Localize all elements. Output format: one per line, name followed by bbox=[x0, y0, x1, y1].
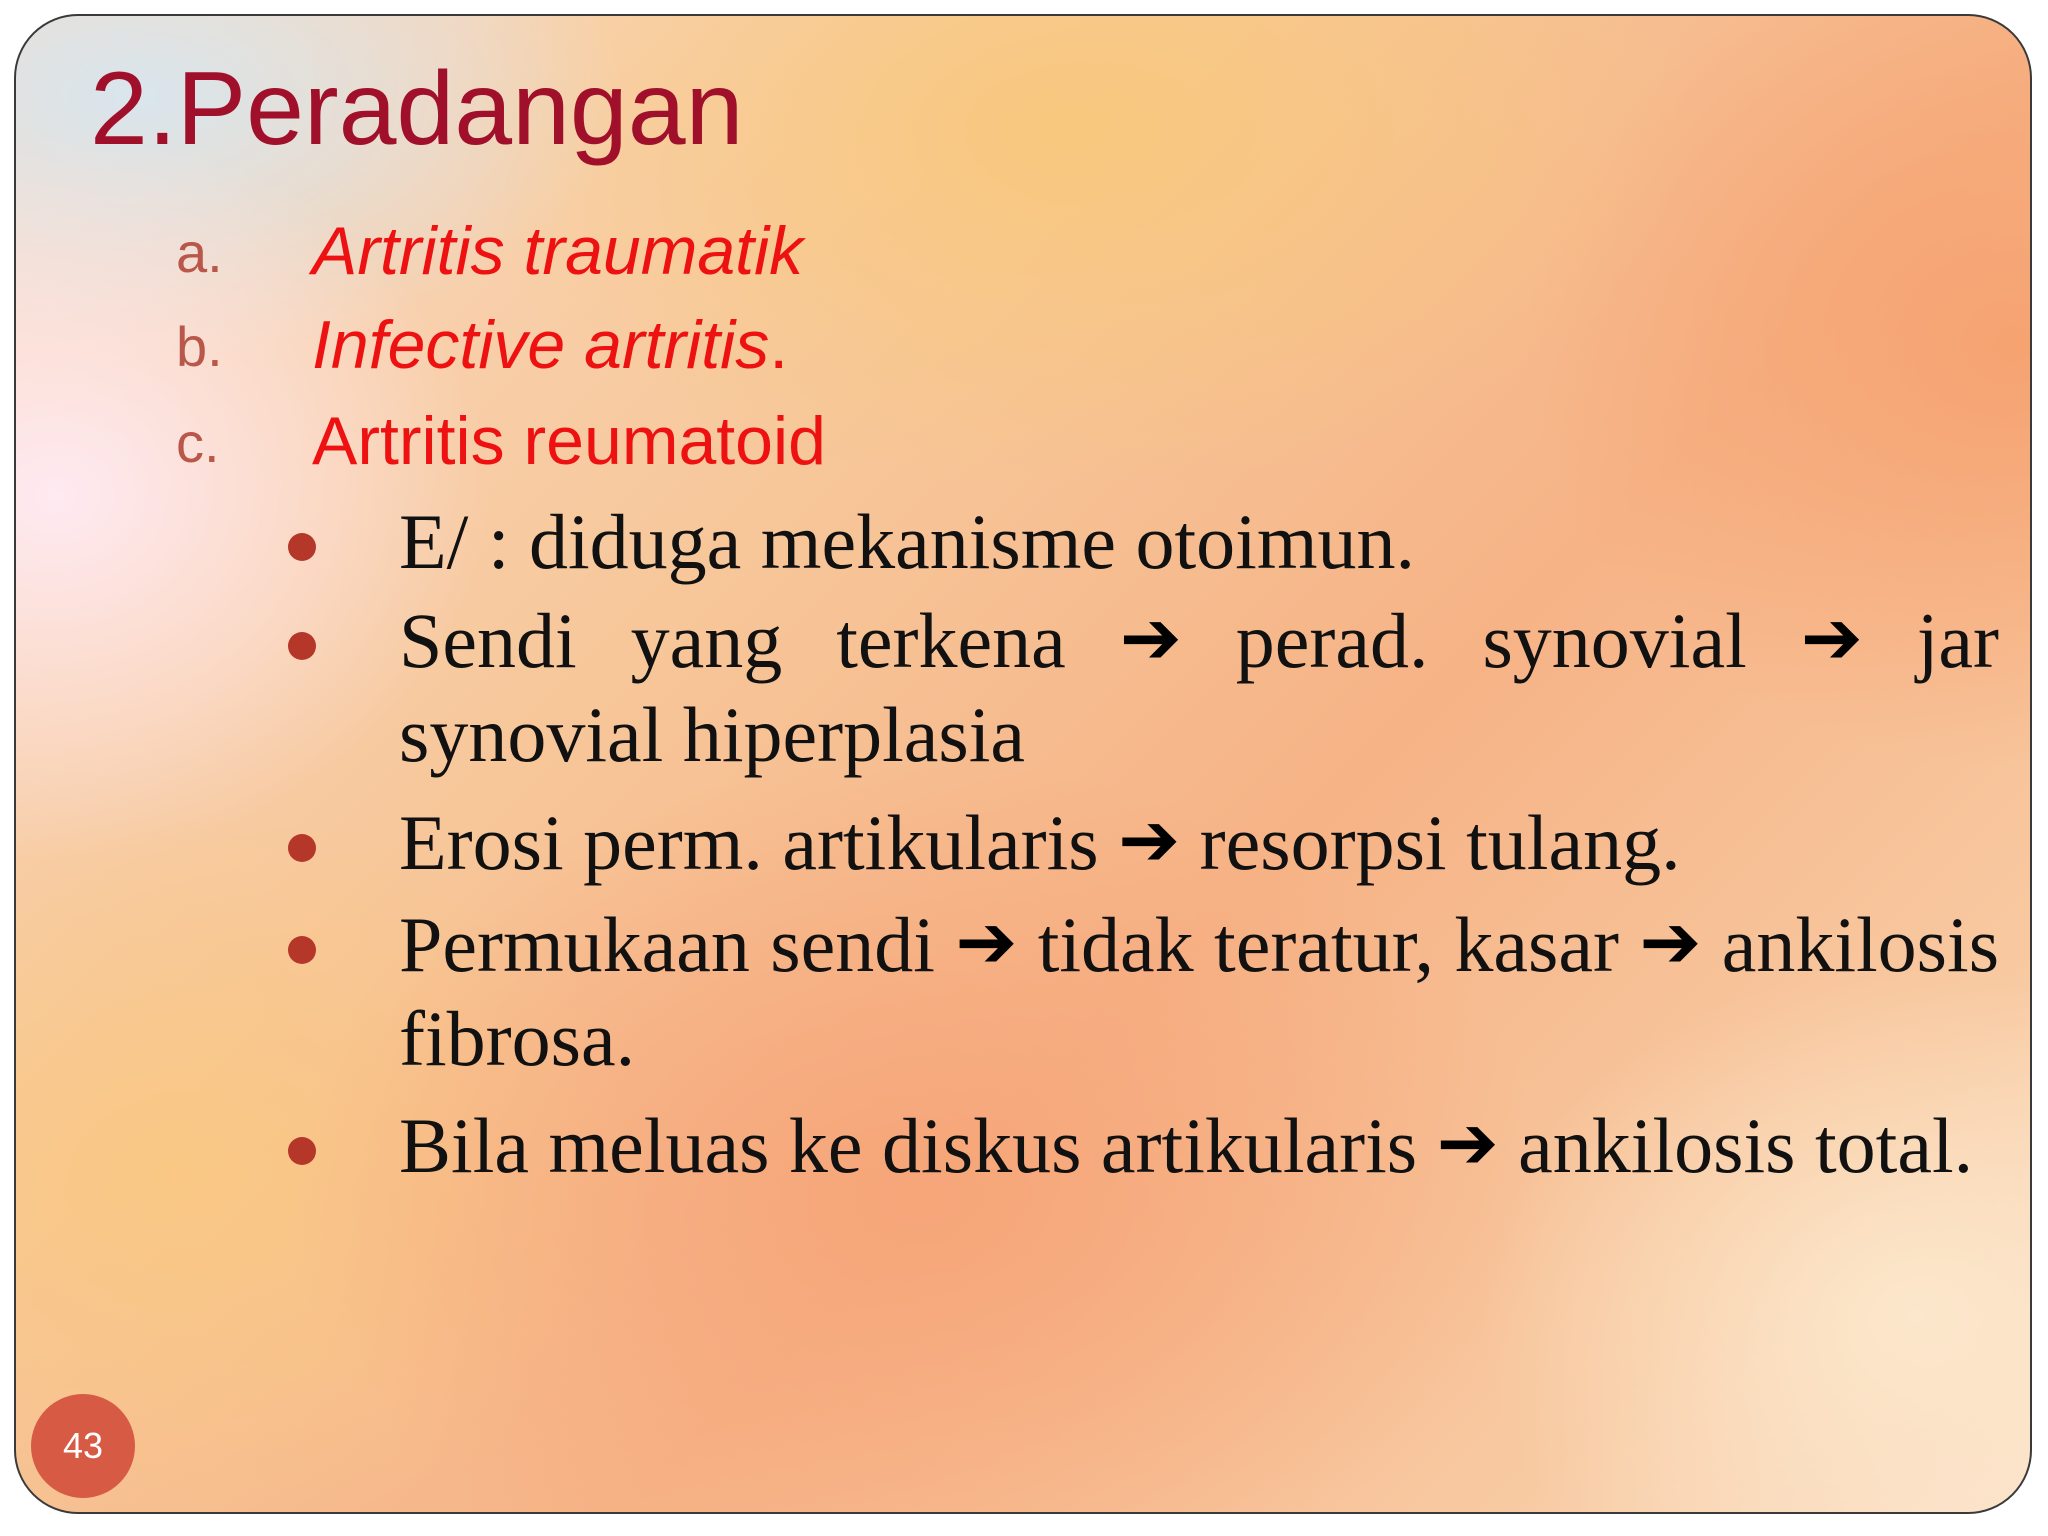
right-arrow-icon: ➔ bbox=[955, 899, 1018, 985]
bullet-text bbox=[399, 796, 1999, 890]
sub-item-marker: b. bbox=[176, 315, 223, 378]
slide-number-badge: 43 bbox=[31, 1394, 135, 1498]
bullet-text-part: Bila meluas ke diskus artikularis bbox=[399, 1102, 1418, 1189]
bullet-text bbox=[399, 594, 1999, 782]
sub-item-text-wrap bbox=[312, 306, 788, 384]
right-arrow-icon: ➔ bbox=[1118, 797, 1181, 883]
bullet-dot-icon bbox=[288, 1137, 316, 1165]
bullet-text-part: jar synovial hiperplasia bbox=[399, 597, 2000, 778]
bullet-text-part: tidak teratur, kasar bbox=[1037, 901, 1619, 988]
bullet-text-part: ankilosis total. bbox=[1518, 1102, 1974, 1189]
bullet-text-part: Permukaan sendi bbox=[399, 901, 935, 988]
bullet-text-part: resorpsi tulang. bbox=[1199, 799, 1681, 886]
sub-item-text: Artritis reumatoid bbox=[312, 403, 826, 479]
bullet-text-part: perad. synovial bbox=[1235, 597, 1747, 684]
slide bbox=[14, 14, 2032, 1514]
right-arrow-icon: ➔ bbox=[1119, 595, 1182, 681]
bullet-dot-icon bbox=[288, 936, 316, 964]
right-arrow-icon: ➔ bbox=[1436, 1100, 1499, 1186]
sub-item-text: Infective artritis bbox=[312, 307, 770, 383]
bullet-text-part: Erosi perm. artikularis bbox=[399, 799, 1099, 886]
sub-item-text: Artritis traumatik bbox=[312, 213, 804, 289]
sub-item-marker: c. bbox=[176, 411, 220, 474]
bullet-text bbox=[399, 1099, 1999, 1193]
bullet-text bbox=[399, 495, 1999, 589]
sub-item-marker: a. bbox=[176, 221, 223, 284]
bullet-dot-icon bbox=[288, 834, 316, 862]
sub-item-period: . bbox=[769, 307, 789, 383]
bullet-text-part: Sendi yang terkena bbox=[399, 597, 1066, 684]
bullet-text bbox=[399, 898, 1999, 1086]
right-arrow-icon: ➔ bbox=[1800, 595, 1863, 681]
bullet-dot-icon bbox=[288, 632, 316, 660]
slide-title: 2.Peradangan bbox=[90, 51, 744, 167]
bullet-text-part: E/ : diduga mekanisme otoimun. bbox=[399, 498, 1416, 585]
bullet-dot-icon bbox=[288, 533, 316, 561]
right-arrow-icon: ➔ bbox=[1639, 899, 1702, 985]
bullet-text-part: ankilosis fibrosa. bbox=[399, 901, 2000, 1082]
